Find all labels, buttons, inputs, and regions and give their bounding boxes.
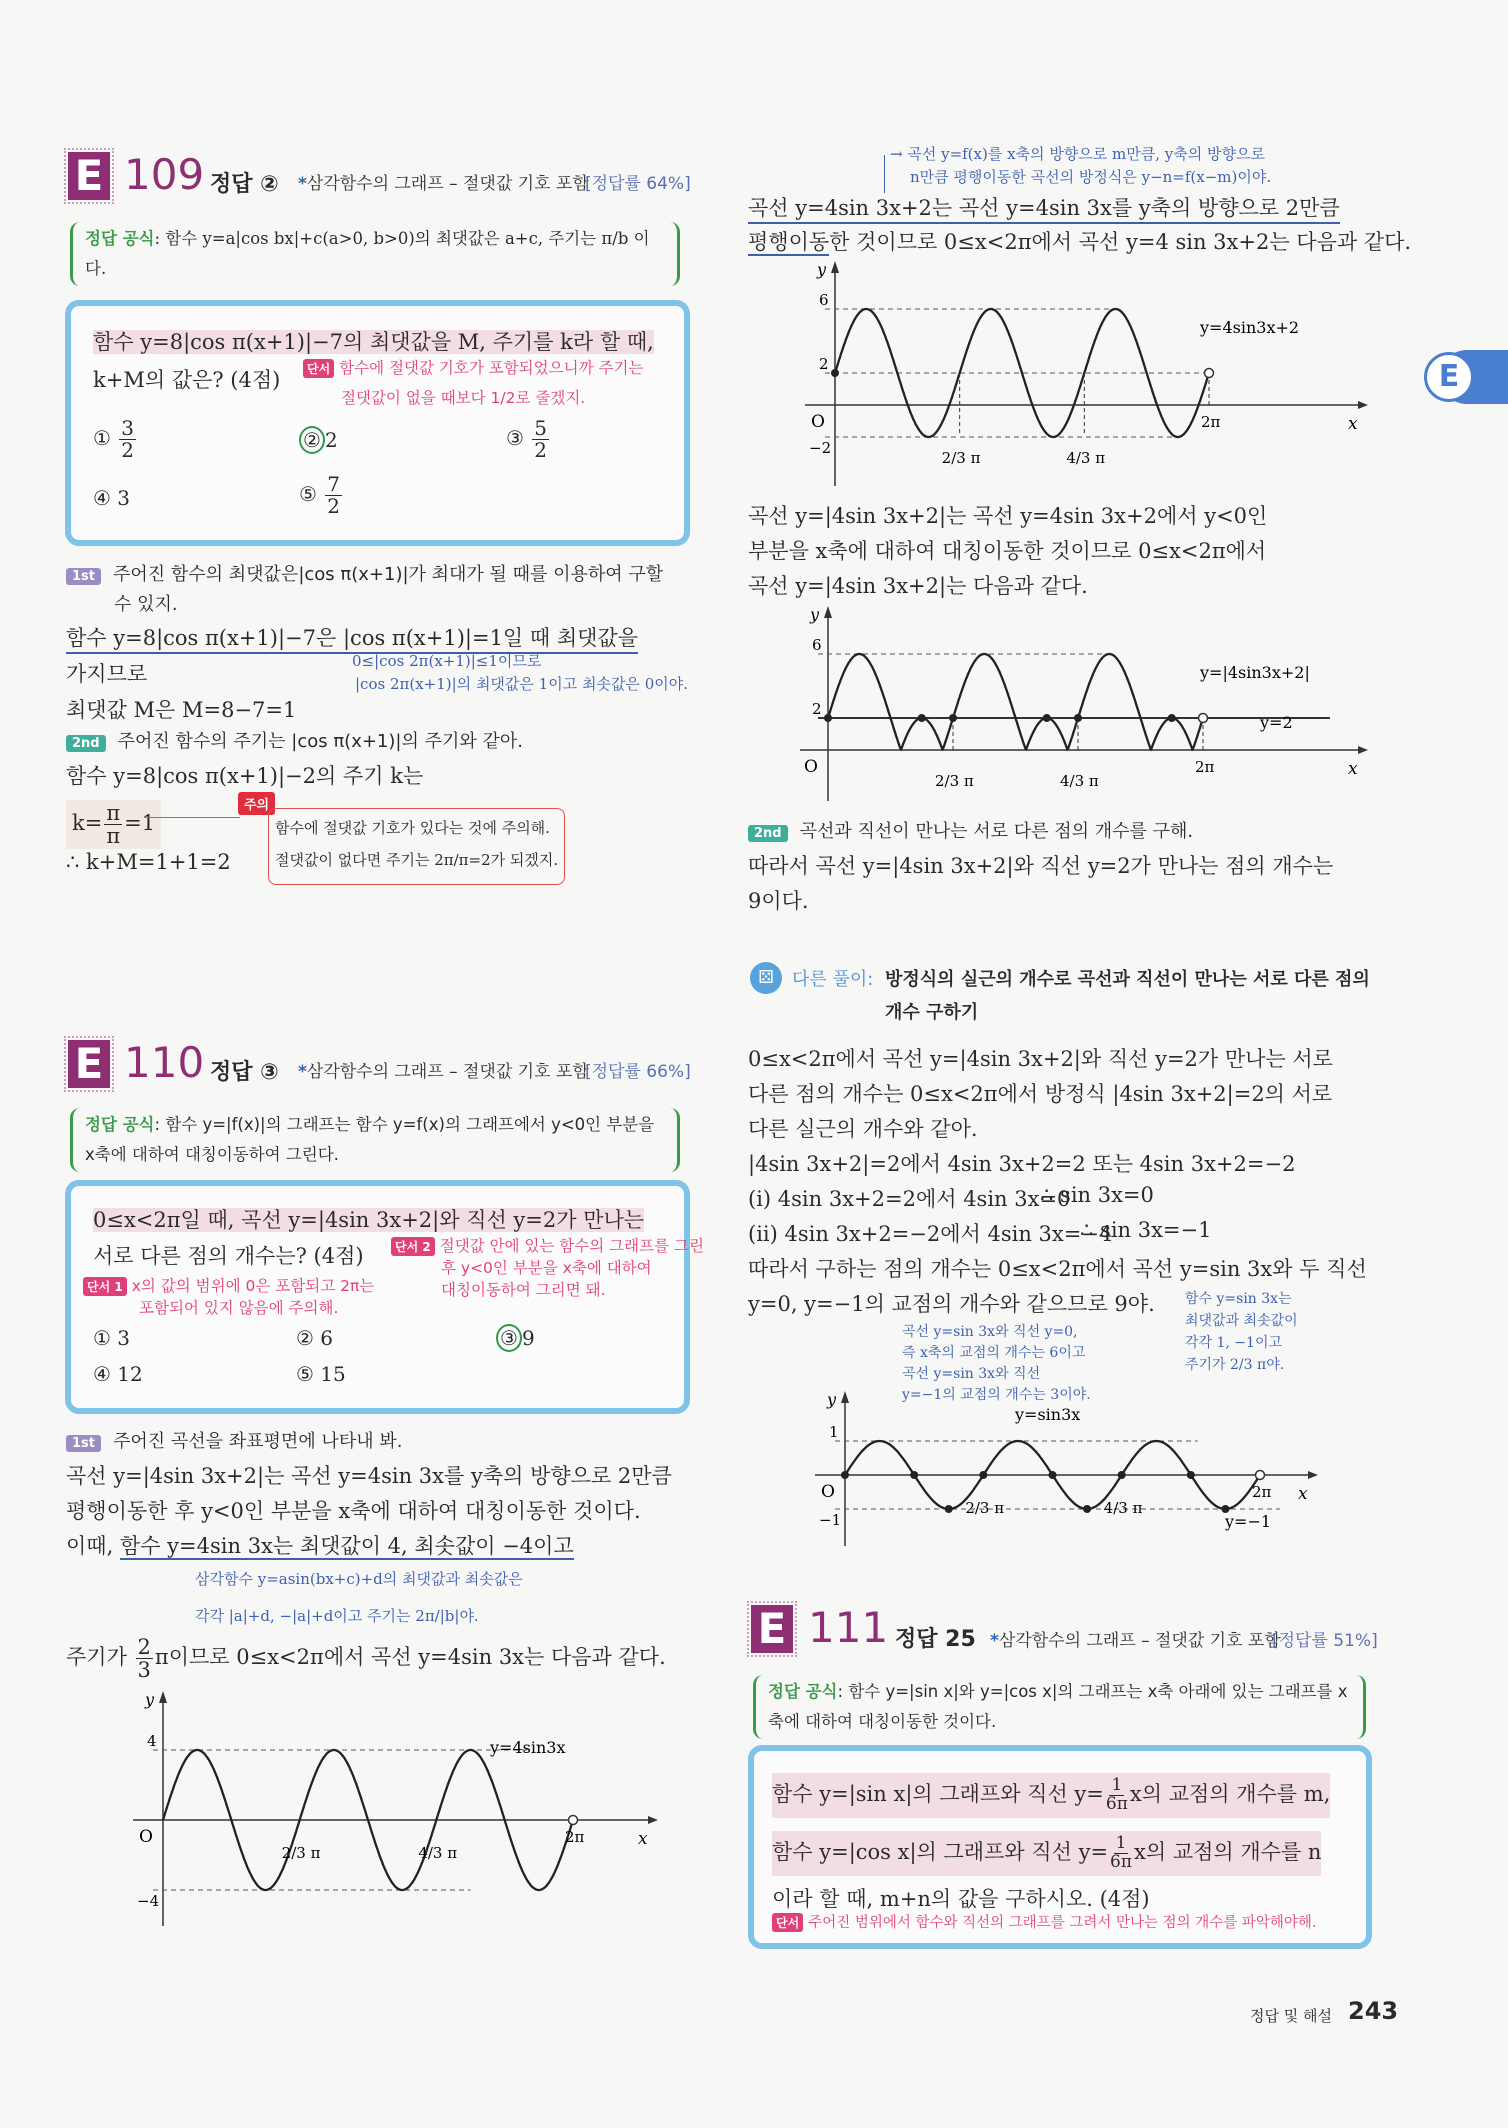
formula-text: : 함수 y=a|cos bx|+c(a>0, b>0)의 최댓값은 a+c, 주기는 π/b 이다.: [85, 229, 650, 278]
answer-formula: [70, 222, 680, 286]
correct-rate: [정답률 51%]: [1272, 1631, 1378, 1651]
x-tick-label: 4/3 π: [418, 1844, 458, 1862]
open-endpoint: [1199, 714, 1208, 723]
hint: [303, 356, 643, 378]
answer: 정답 25: [895, 1627, 976, 1652]
step-tag: 1st: [66, 1435, 101, 1452]
curve-label: y=sin3x: [1015, 1405, 1081, 1424]
page-number: 243: [1348, 1997, 1399, 2025]
caution-tag: 주의: [238, 792, 275, 815]
topic: [990, 1626, 1281, 1651]
note-text: 함수 y=sin 3x는: [1185, 1291, 1292, 1307]
alt-solution-title: 개수 구하기: [885, 1002, 979, 1023]
caution-text: 절댓값이 없다면 주기는 2π/π=2가 되겠지.: [275, 851, 559, 869]
arrow-line: [145, 817, 240, 818]
numerator: 3: [121, 416, 135, 440]
origin-label: O: [804, 757, 818, 777]
open-endpoint: [569, 1816, 578, 1825]
choice-number: ④: [93, 486, 111, 510]
step-tag: 2nd: [748, 825, 788, 842]
section-badge: E: [751, 1605, 793, 1653]
y-tick-label: −1: [819, 1511, 842, 1529]
note: 0≤|cos 2π(x+1)|≤1이므로: [352, 652, 542, 670]
problem-text: k+M의 값은? (4점): [93, 368, 281, 392]
alt-solution-icon: ⚄: [750, 962, 782, 994]
origin-label: O: [811, 412, 825, 432]
intersection-point: [824, 714, 832, 722]
hint-text: 포함되어 있지 않음에 주의해.: [139, 1299, 339, 1317]
problem-text: 서로 다른 점의 개수는? (4점): [93, 1244, 364, 1268]
choice-value: 2: [324, 428, 338, 452]
curve: [828, 654, 1203, 749]
solution-line: 따라서 곡선 y=|4sin 3x+2|와 직선 y=2가 만나는 점의 개수는: [748, 854, 1334, 878]
x-axis-arrow-icon: [1308, 1471, 1318, 1479]
line-label: y=2: [1260, 713, 1293, 732]
choice-number: ②: [296, 1326, 314, 1350]
solution-line: 평행이동한 후 y<0인 부분을 x축에 대하여 대칭이동한 것이다.: [66, 1499, 641, 1523]
section-badge: E: [68, 152, 110, 200]
choice-value: 6: [320, 1326, 334, 1350]
denominator: 3: [137, 1658, 151, 1683]
x-tick-label: 2/3 π: [965, 1499, 1005, 1517]
intersection-point: [945, 1505, 953, 1513]
formula-label: 정답 공식: [768, 1682, 838, 1701]
origin-label: O: [139, 1827, 153, 1847]
answer-formula: [753, 1675, 1366, 1739]
note-text: 곡선 y=f(x)를 x축의 방향으로 m만큼, y축의 방향으로: [907, 145, 1265, 163]
topic: [298, 1057, 589, 1082]
hint-text: 후 y<0인 부분을 x축에 대하여: [441, 1259, 652, 1277]
hint-tag: 단서: [772, 1913, 803, 1932]
footer-label: 정답 및 해설: [1250, 2007, 1332, 2025]
problem-number: 109: [124, 150, 205, 199]
alt-solution-title: 방정식의 실근의 개수로 곡선과 직선이 만나는 서로 다른 점의: [885, 969, 1370, 990]
choice-number: ①: [93, 1326, 111, 1350]
solution-line: 최댓값 M은 M=8−7=1: [66, 698, 297, 722]
step-text: 곡선과 직선이 만나는 서로 다른 점의 개수를 구해.: [799, 821, 1194, 842]
problem-text: 함수 y=|cos x|의 그래프와 직선 y=: [772, 1839, 1109, 1864]
choice-value: 9: [521, 1326, 535, 1350]
graph-abs-4sin3x-plus-2: [800, 600, 1370, 805]
intersection-point: [910, 1471, 918, 1479]
note-text: 즉 x축의 교점의 개수는 6이고: [902, 1345, 1086, 1361]
hint-text: 절댓값이 없을 때보다 1/2로 줄겠지.: [341, 389, 586, 407]
choice-number: ①: [93, 426, 111, 450]
star-icon: *: [298, 1062, 307, 1082]
hint-tag: 단서: [303, 359, 334, 378]
x-tick-label: 4/3 π: [1103, 1499, 1143, 1517]
intersection-point: [831, 369, 839, 377]
answer: 정답 ②: [210, 172, 279, 197]
open-endpoint: [1205, 369, 1214, 378]
numerator: π: [106, 801, 121, 825]
intersection-point: [1049, 1471, 1057, 1479]
x-tick-label: 2/3 π: [941, 449, 981, 467]
solution-line: y=0, y=−1의 교점의 개수와 같으므로 9야.: [748, 1292, 1155, 1316]
numerator: 2: [137, 1635, 151, 1659]
problem-text: 함수 y=|sin x|의 그래프와 직선 y=: [772, 1781, 1104, 1806]
denominator: π: [106, 824, 121, 849]
note: 각각 |a|+d, −|a|+d이고 주기는 2π/|b|야.: [195, 1607, 479, 1625]
intersection-point: [1083, 1505, 1091, 1513]
y-tick-label: 2: [812, 700, 822, 718]
graph-sin3x: [800, 1385, 1320, 1550]
note: [1185, 1288, 1298, 1376]
x-tick-label: 2π: [565, 1828, 585, 1846]
problem-text: [772, 1831, 1321, 1876]
note: → 곡선 y=f(x)를 x축의 방향으로 m만큼, y축의 방향으로: [890, 145, 1265, 163]
note-text: 최댓값과 최솟값이: [1185, 1313, 1298, 1329]
intersection-point: [949, 714, 957, 722]
denominator: 2: [534, 438, 548, 462]
note-text: 주기가 2/3 π야.: [1185, 1357, 1285, 1373]
x-axis-label: x: [1298, 1484, 1308, 1504]
step-tag: 2nd: [66, 735, 106, 752]
problem-text: x의 교점의 개수를 n: [1134, 1839, 1322, 1864]
x-tick-label: 2π: [1195, 758, 1215, 776]
choice-value: 12: [117, 1362, 143, 1386]
solution-line: ∴ sin 3x=0: [1040, 1183, 1154, 1207]
correct-rate: [정답률 66%]: [585, 1062, 691, 1082]
x-axis-arrow-icon: [1358, 401, 1368, 409]
intersection-point: [1187, 1471, 1195, 1479]
choice-4[interactable]: [93, 486, 130, 510]
y-axis-label: y: [145, 1690, 155, 1709]
choice-value: 15: [320, 1362, 346, 1386]
choice-number: ③: [506, 426, 524, 450]
hint-text: 절댓값 안에 있는 함수의 그래프를 그린: [439, 1237, 704, 1255]
choice-value: 3: [117, 486, 131, 510]
answer: 정답 ③: [210, 1060, 279, 1085]
formula-text: : 함수 y=|sin x|와 y=|cos x|의 그래프는 x축 아래에 있는 그래프를 x축에 대하여 대칭이동한 것이다.: [768, 1682, 1348, 1731]
curve-label: y=4sin3x+2: [1200, 318, 1300, 337]
step-tag: 1st: [66, 568, 101, 585]
graph-4sin3x-plus-2: [800, 255, 1370, 490]
caution-text: 함수에 절댓값 기호가 있다는 것에 주의해.: [275, 819, 550, 837]
solution-line: 다른 점의 개수는 0≤x<2π에서 방정식 |4sin 3x+2|=2의 서로: [748, 1082, 1333, 1106]
formula-label: 정답 공식: [85, 1115, 155, 1134]
note-text: 곡선 y=sin 3x와 직선 y=0,: [902, 1324, 1078, 1340]
intersection-point: [1168, 714, 1176, 722]
curve-label: y=4sin3x: [490, 1738, 566, 1757]
hint-tag: 단서 1: [83, 1277, 127, 1296]
solution-line: 곡선 y=|4sin 3x+2|는 곡선 y=4sin 3x+2에서 y<0인: [748, 504, 1268, 528]
intersection-point: [1043, 714, 1051, 722]
step-2: [748, 817, 1193, 843]
solution-line: ∴ sin 3x=−1: [1080, 1218, 1212, 1242]
solution-line: 한 것이므로 0≤x<2π에서 곡선 y=4 sin 3x+2는 다음과 같다.: [829, 230, 1412, 254]
solution-line: 9이다.: [748, 889, 809, 913]
choice-3[interactable]: [496, 1326, 535, 1350]
numerator: 1: [1115, 1833, 1127, 1853]
solution-line: 함수 y=4sin 3x는 최댓값이 4, 최솟값이 −4이고: [119, 1534, 574, 1558]
star-icon: *: [990, 1631, 999, 1651]
denominator: 6π: [1105, 1793, 1128, 1814]
y-axis-label: y: [827, 1390, 837, 1409]
note-text: 곡선 y=sin 3x와 직선: [902, 1366, 1041, 1382]
note: |cos 2π(x+1)|의 최댓값은 1이고 최솟값은 0이야.: [355, 675, 688, 693]
problem-box: [748, 1745, 1372, 1949]
denominator: 6π: [1110, 1851, 1133, 1872]
x-axis-arrow-icon: [648, 1816, 658, 1824]
note-text: 각각 1, −1이고: [1185, 1335, 1282, 1351]
y-axis-label: y: [817, 260, 827, 279]
x-axis-label: x: [1348, 414, 1358, 434]
solution-line: 0≤x<2π에서 곡선 y=|4sin 3x+2|와 직선 y=2가 만나는 서로: [748, 1047, 1333, 1071]
choice-number: ④: [93, 1362, 111, 1386]
y-tick-label: −4: [137, 1892, 160, 1910]
x-axis-arrow-icon: [1358, 746, 1368, 754]
solution-line: 이때,: [66, 1534, 120, 1558]
problem-number: 110: [124, 1038, 205, 1087]
note-arrow: [884, 155, 886, 193]
eq-part: =1: [124, 811, 156, 836]
choice-5[interactable]: [299, 474, 344, 517]
x-tick-label: 4/3 π: [1060, 772, 1099, 790]
solution-line: 가지므로: [66, 662, 148, 686]
step-1: [66, 1427, 402, 1453]
solution-line: 다른 실근의 개수와 같아.: [748, 1117, 978, 1141]
hint-text: 함수에 절댓값 기호가 포함되었으니까 주기는: [339, 359, 644, 377]
open-endpoint: [1256, 1471, 1265, 1480]
problem-text: 이라 할 때, m+n의 값을 구하시오. (4점): [772, 1887, 1150, 1911]
origin-label: O: [821, 1482, 835, 1502]
x-axis-label: x: [1348, 759, 1358, 779]
intersection-point: [918, 714, 926, 722]
problem-text: [772, 1773, 1330, 1818]
topic-text: 삼각함수의 그래프 – 절댓값 기호 포함: [306, 174, 589, 194]
numerator: 7: [327, 472, 341, 496]
y-tick-label: 4: [147, 1732, 157, 1750]
step-2: [66, 727, 523, 753]
star-icon: *: [298, 174, 307, 194]
hint-1: [83, 1274, 374, 1296]
hint-tag: 단서 2: [391, 1237, 435, 1256]
choice-number: ⑤: [299, 482, 317, 506]
solution-line: ∴ k+M=1+1=2: [66, 850, 231, 874]
solution-line: 평행이동: [748, 230, 830, 254]
graph-4sin3x: [120, 1685, 660, 1930]
hint-text: 대칭이동하여 그리면 돼.: [441, 1281, 606, 1299]
y-tick-label: 1: [829, 1423, 839, 1441]
y-axis-arrow-icon: [824, 606, 832, 618]
hint-2: [391, 1234, 704, 1256]
y-tick-label: 6: [819, 291, 829, 309]
x-tick-label: 2π: [1201, 413, 1221, 431]
solution-line: |4sin 3x+2|=2에서 4sin 3x+2=2 또는 4sin 3x+2=−2: [748, 1152, 1296, 1176]
topic: [298, 169, 589, 194]
hint-text: 주어진 범위에서 함수와 직선의 그래프를 그려서 만나는 점의 개수를 파악해야해.: [808, 1915, 1317, 1931]
choice-2[interactable]: [296, 1326, 333, 1350]
note-text: y=−1의 교점의 개수는 3이야.: [902, 1387, 1091, 1403]
choice-3[interactable]: [506, 418, 551, 461]
answer-mark: ③: [496, 1324, 522, 1352]
problem-text: 0≤x<2π일 때, 곡선 y=|4sin 3x+2|와 직선 y=2가 만나는: [93, 1208, 645, 1232]
solution-line: (i) 4sin 3x+2=2에서 4sin 3x=0: [748, 1187, 1071, 1211]
y-tick-label: 6: [812, 636, 822, 654]
formula-text: : 함수 y=|f(x)|의 그래프는 함수 y=f(x)의 그래프에서 y<0인 부분을 x축에 대하여 대칭이동하여 그린다.: [85, 1115, 655, 1164]
intersection-point: [979, 1471, 987, 1479]
problem-box: [65, 300, 690, 546]
choice-1[interactable]: [93, 1326, 130, 1350]
solution-line: 곡선 y=|4sin 3x+2|는 곡선 y=4sin 3x를 y축의 방향으로 2만큼: [66, 1464, 672, 1488]
numerator: 5: [534, 416, 548, 440]
choice-4[interactable]: [93, 1362, 143, 1386]
choice-2[interactable]: [299, 428, 338, 452]
step-text: 주어진 곡선을 좌표평면에 나타내 봐.: [113, 1431, 403, 1452]
solution-line: 따라서 구하는 점의 개수는 0≤x<2π에서 곡선 y=sin 3x와 두 직선: [748, 1257, 1367, 1281]
problem-number: 111: [808, 1603, 889, 1652]
choice-1[interactable]: [93, 418, 138, 461]
solution-line: 주기가: [66, 1645, 134, 1670]
y-axis-label: y: [810, 605, 820, 624]
note: 삼각함수 y=asin(bx+c)+d의 최댓값과 최솟값은: [195, 1570, 523, 1588]
y-tick-label: −2: [809, 439, 832, 457]
note: n만큼 평행이동한 곡선의 방정식은 y−n=f(x−m)이야.: [910, 168, 1272, 186]
answer-formula: [70, 1108, 680, 1172]
intersection-point: [1074, 714, 1082, 722]
choice-number: ⑤: [296, 1362, 314, 1386]
section-badge: E: [68, 1040, 110, 1088]
hint: [772, 1911, 1317, 1932]
solution-line: 곡선 y=4sin 3x+2는 곡선 y=4sin 3x를 y축의 방향으로 2만큼: [748, 192, 1340, 224]
x-axis-label: x: [638, 1829, 648, 1849]
line-label: y=−1: [1225, 1512, 1272, 1531]
numerator: 1: [1111, 1775, 1123, 1795]
topic-text: 삼각함수의 그래프 – 절댓값 기호 포함: [306, 1062, 589, 1082]
y-axis-arrow-icon: [841, 1391, 849, 1403]
section-tab-letter: E: [1424, 352, 1474, 402]
alt-solution-label: 다른 풀이:: [792, 969, 874, 990]
step-text: 주어진 함수의 최댓값은|cos π(x+1)|가 최대가 될 때를 이용하여 구할: [113, 564, 664, 585]
solution-line: π이므로 0≤x<2π에서 곡선 y=4sin 3x는 다음과 같다.: [154, 1645, 666, 1670]
formula-label: 정답 공식: [85, 229, 155, 248]
y-axis-arrow-icon: [159, 1691, 167, 1703]
step-text: 주어진 함수의 주기는 |cos π(x+1)|의 주기와 같아.: [117, 731, 523, 752]
denominator: 2: [121, 438, 135, 462]
solution-line: 함수 y=8|cos π(x+1)|−2의 주기 k는: [66, 764, 424, 788]
problem-text: 함수 y=8|cos π(x+1)|−7의 최댓값을 M, 주기를 k라 할 때,: [93, 330, 654, 354]
solution-line: 함수 y=8|cos π(x+1)|−7은 |cos π(x+1)|=1일 때 최댓값을: [66, 622, 638, 654]
y-tick-label: 2: [819, 355, 829, 373]
solution-line: 곡선 y=|4sin 3x+2|는 다음과 같다.: [748, 574, 1088, 598]
x-tick-label: 2/3 π: [935, 772, 974, 790]
denominator: 2: [327, 494, 341, 518]
answer-mark: ②: [299, 426, 325, 454]
x-tick-label: 2/3 π: [281, 1844, 321, 1862]
curve-label: y=|4sin3x+2|: [1200, 663, 1310, 682]
period-equation: [66, 800, 161, 849]
y-axis-arrow-icon: [831, 261, 839, 273]
choice-value: 3: [117, 1326, 131, 1350]
hint-text: x의 값의 범위에 0은 포함되고 2π는: [131, 1277, 375, 1295]
intersection-point: [1118, 1471, 1126, 1479]
correct-rate: [정답률 64%]: [585, 174, 691, 194]
x-tick-label: 2π: [1252, 1483, 1272, 1501]
problem-box: [65, 1180, 704, 1414]
intersection-point: [841, 1471, 849, 1479]
solution-line: 부분을 x축에 대하여 대칭이동한 것이므로 0≤x<2π에서: [748, 539, 1267, 563]
choice-5[interactable]: [296, 1362, 346, 1386]
problem-text: x의 교점의 개수를 m,: [1129, 1781, 1331, 1806]
solution-line: (ii) 4sin 3x+2=−2에서 4sin 3x=−4: [748, 1222, 1113, 1246]
step-text: 수 있지.: [114, 594, 178, 615]
x-tick-label: 4/3 π: [1066, 449, 1106, 467]
topic-text: 삼각함수의 그래프 – 절댓값 기호 포함: [998, 1631, 1281, 1651]
eq-part: k=: [72, 811, 103, 836]
step-1: [66, 560, 663, 586]
caution-box: [268, 808, 565, 885]
